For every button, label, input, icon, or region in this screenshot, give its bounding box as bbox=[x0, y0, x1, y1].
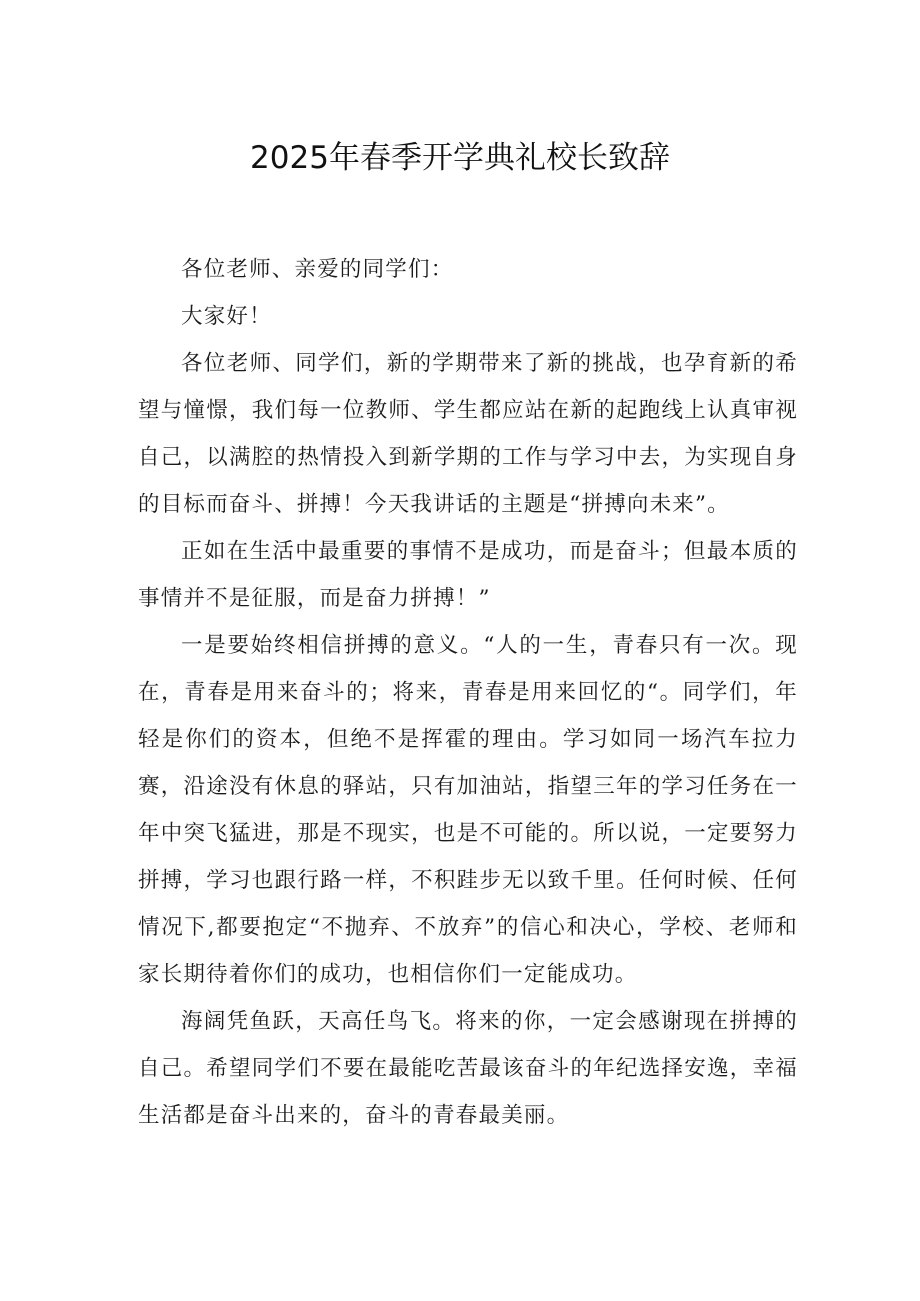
paragraph-quote: 正如在生活中最重要的事情不是成功，而是奋斗；但最本质的事情并不是征服，而是奋力拼搏！” bbox=[138, 539, 798, 611]
document-title: 2025年春季开学典礼校长致辞 bbox=[250, 140, 670, 176]
paragraph-closing: 海阔凭鱼跃，天高任鸟飞。将来的你，一定会感谢现在拼搏的自己。希望同学们不要在最能吃苦最该奋斗的年纪选择安逸，幸福生活都是奋斗出来的，奋斗的青春最美丽。 bbox=[138, 1009, 798, 1128]
document-body bbox=[138, 246, 798, 1139]
greeting: 大家好！ bbox=[181, 304, 272, 329]
paragraph-intro: 各位老师、同学们，新的学期带来了新的挑战，也孕育新的希望与憧憬，我们每一位教师、学生都应站在新的起跑线上认真审视自己，以满腔的热情投入到新学期的工作与学习中去，为实现自身的目标而奋斗、拼搏！今天我讲话的主题是“拼搏向未来”。 bbox=[138, 351, 798, 517]
salutation: 各位老师、亲爱的同学们： bbox=[181, 257, 454, 282]
paragraph-point-one: 一是要始终相信拼搏的意义。“人的一生，青春只有一次。现在，青春是用来奋斗的；将来，青春是用来回忆的“。同学们，年轻是你们的资本，但绝不是挥霍的理由。学习如同一场汽车拉力赛，沿途没有休息的驿站，只有加油站，指望三年的学习任务在一年中突飞猛进，那是不现实，也是不可能的。所以说，一定要努力拼搏，学习也跟行路一样，不积跬步无以致千里。任何时候、任何情况下,都要抱定“不抛弃、不放弃”的信心和决心，学校、老师和家长期待着你们的成功，也相信你们一定能成功。 bbox=[138, 633, 798, 987]
